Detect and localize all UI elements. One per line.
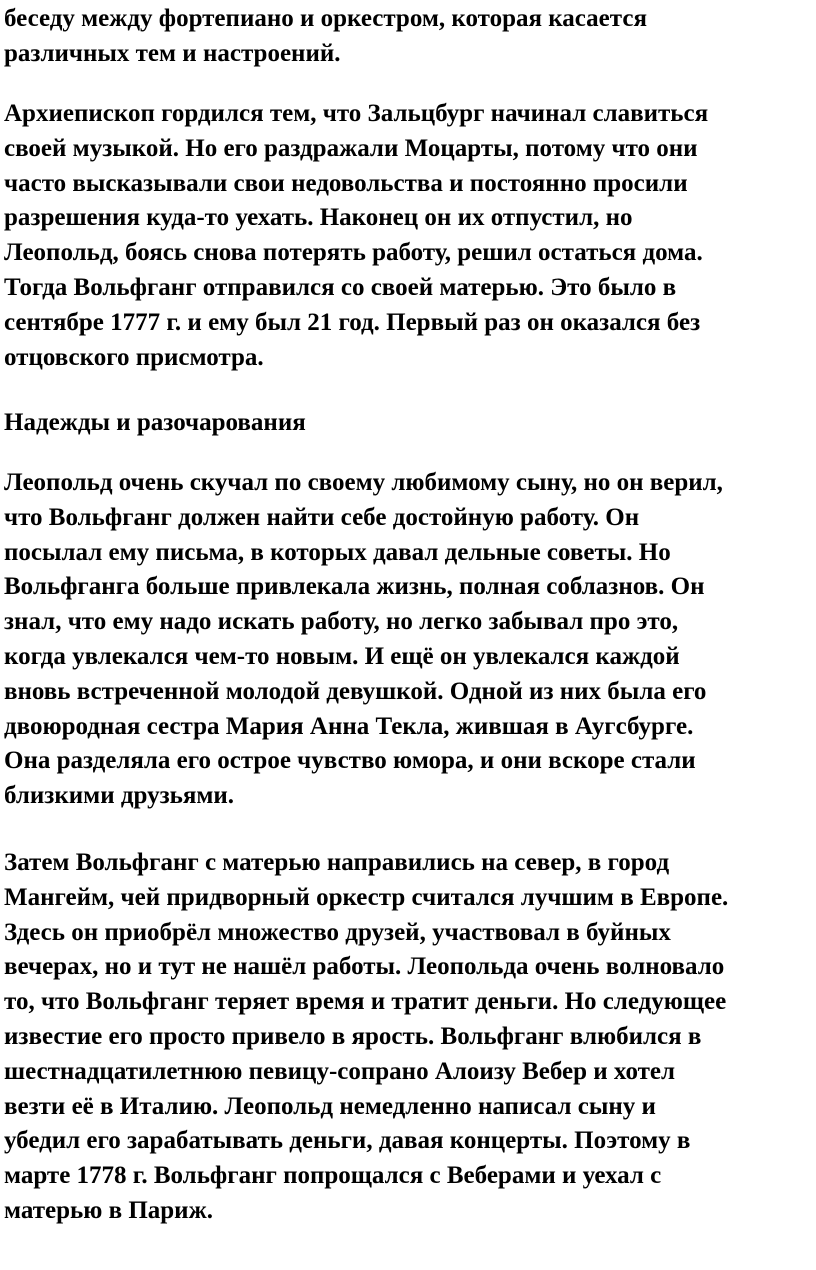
paragraph-archbishop: Архиепископ гордился тем, что Зальцбург начинал славиться своей музыкой. Но его раздражали Моцарты, потому что они часто высказывали свои недовольства и постоянно просили разрешения куда-то уехать. Наконец он их отпустил, но Леопольд, боясь снова потерять работу, решил остаться дома. Тогда Вольфганг отправился со своей матерью. Это было в сентябре 1777 г. и ему был 21 год. Первый раз он оказался без отцовского присмотра.: [4, 100, 709, 371]
paragraph-leopold: Леопольд очень скучал по своему любимому сыну, но он верил, что Вольфганг должен найти себе достойную работу. Он посылал ему письма, в которых давал дельные советы. Но Вольфганга больше привлекала жизнь, полная соблазнов. Он знал, что ему надо искать работу, но легко забывал про это, когда увлекался чем-то новым. И ещё он увлекался каждой вновь встреченной молодой девушкой. Одной из них была его двоюродная сестра Мария Анна Текла, жившая в Аугсбурге. Она разделяла его острое чувство юмора, и они вскоре стали близкими друзьями.: [4, 469, 723, 810]
section-heading: Надежды и разочарования: [4, 409, 306, 436]
paragraph-mannheim: Затем Вольфганг с матерью направились на север, в город Мангейм, чей придворный оркестр считался лучшим в Европе. Здесь он приобрёл множество друзей, участвовал в буйных вечерах, но и тут не нашёл работы. Леопольда очень волновало то, что Вольфганг теряет время и тратит деньги. Но следующее известие его просто привело в ярость. Вольфганг влюбился в шестнадцатилетнюю певицу-сопрано Алоизу Вебер и хотел везти её в Италию. Леопольд немедленно написал сыну и убедил его зарабатывать деньги, давая концерты. Поэтому в марте 1778 г. Вольфганг попрощался с Веберами и уехал с матерью в Париж.: [4, 849, 729, 1224]
paragraph-intro-continuation: беседу между фортепиано и оркестром, которая касается различных тем и настроений.: [4, 5, 647, 67]
